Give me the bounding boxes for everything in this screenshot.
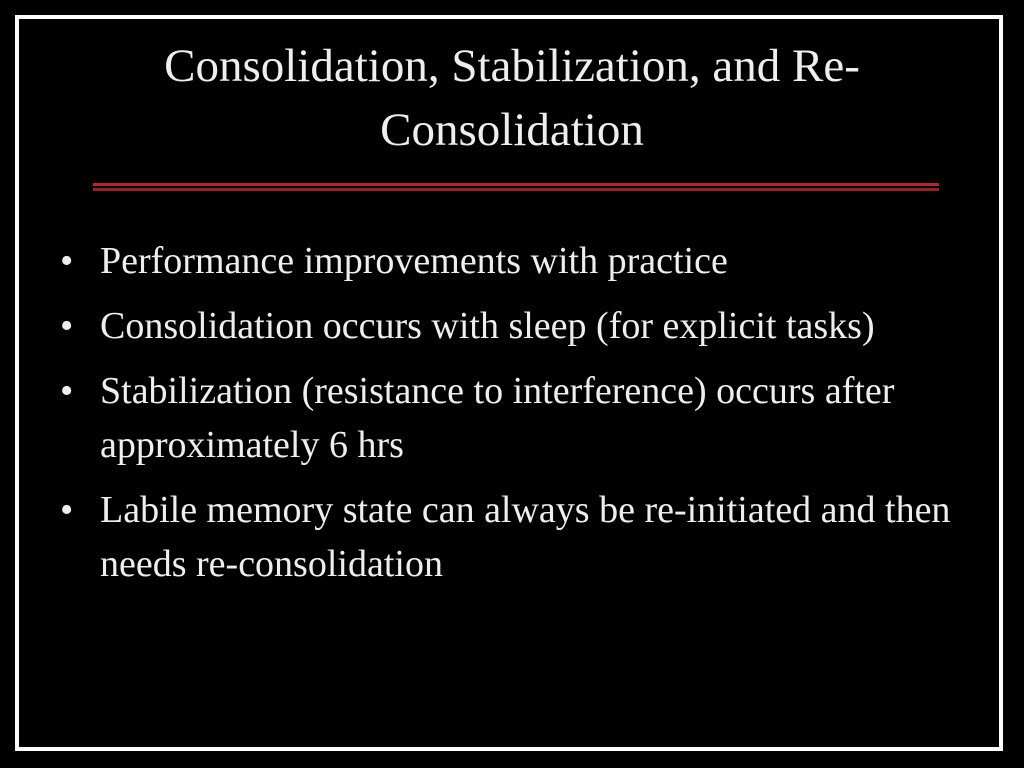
bullet-text: Performance improvements with practice <box>100 240 728 282</box>
bullet-text: Consolidation occurs with sleep (for explicit tasks) <box>100 305 875 347</box>
bullet-item <box>60 483 970 591</box>
title-divider-rule <box>93 183 939 192</box>
slide-title: Consolidation, Stabilization, and Re- Consolidation <box>164 40 860 156</box>
bullet-item <box>60 234 970 288</box>
bullet-text: Labile memory state can always be re-initiated and then needs re-consolidation <box>100 489 951 585</box>
bullet-item <box>60 364 970 472</box>
divider-line-top <box>93 183 939 186</box>
bullet-dot-icon: • <box>60 305 74 347</box>
bullet-item <box>60 299 970 353</box>
bullet-dot-icon: • <box>60 489 74 531</box>
bullet-dot-icon: • <box>60 370 74 412</box>
divider-line-bottom <box>93 188 939 191</box>
bullet-list <box>60 234 970 602</box>
bullet-text: Stabilization (resistance to interference) occurs after approximately 6 hrs <box>100 370 895 466</box>
bullet-dot-icon: • <box>60 240 74 282</box>
